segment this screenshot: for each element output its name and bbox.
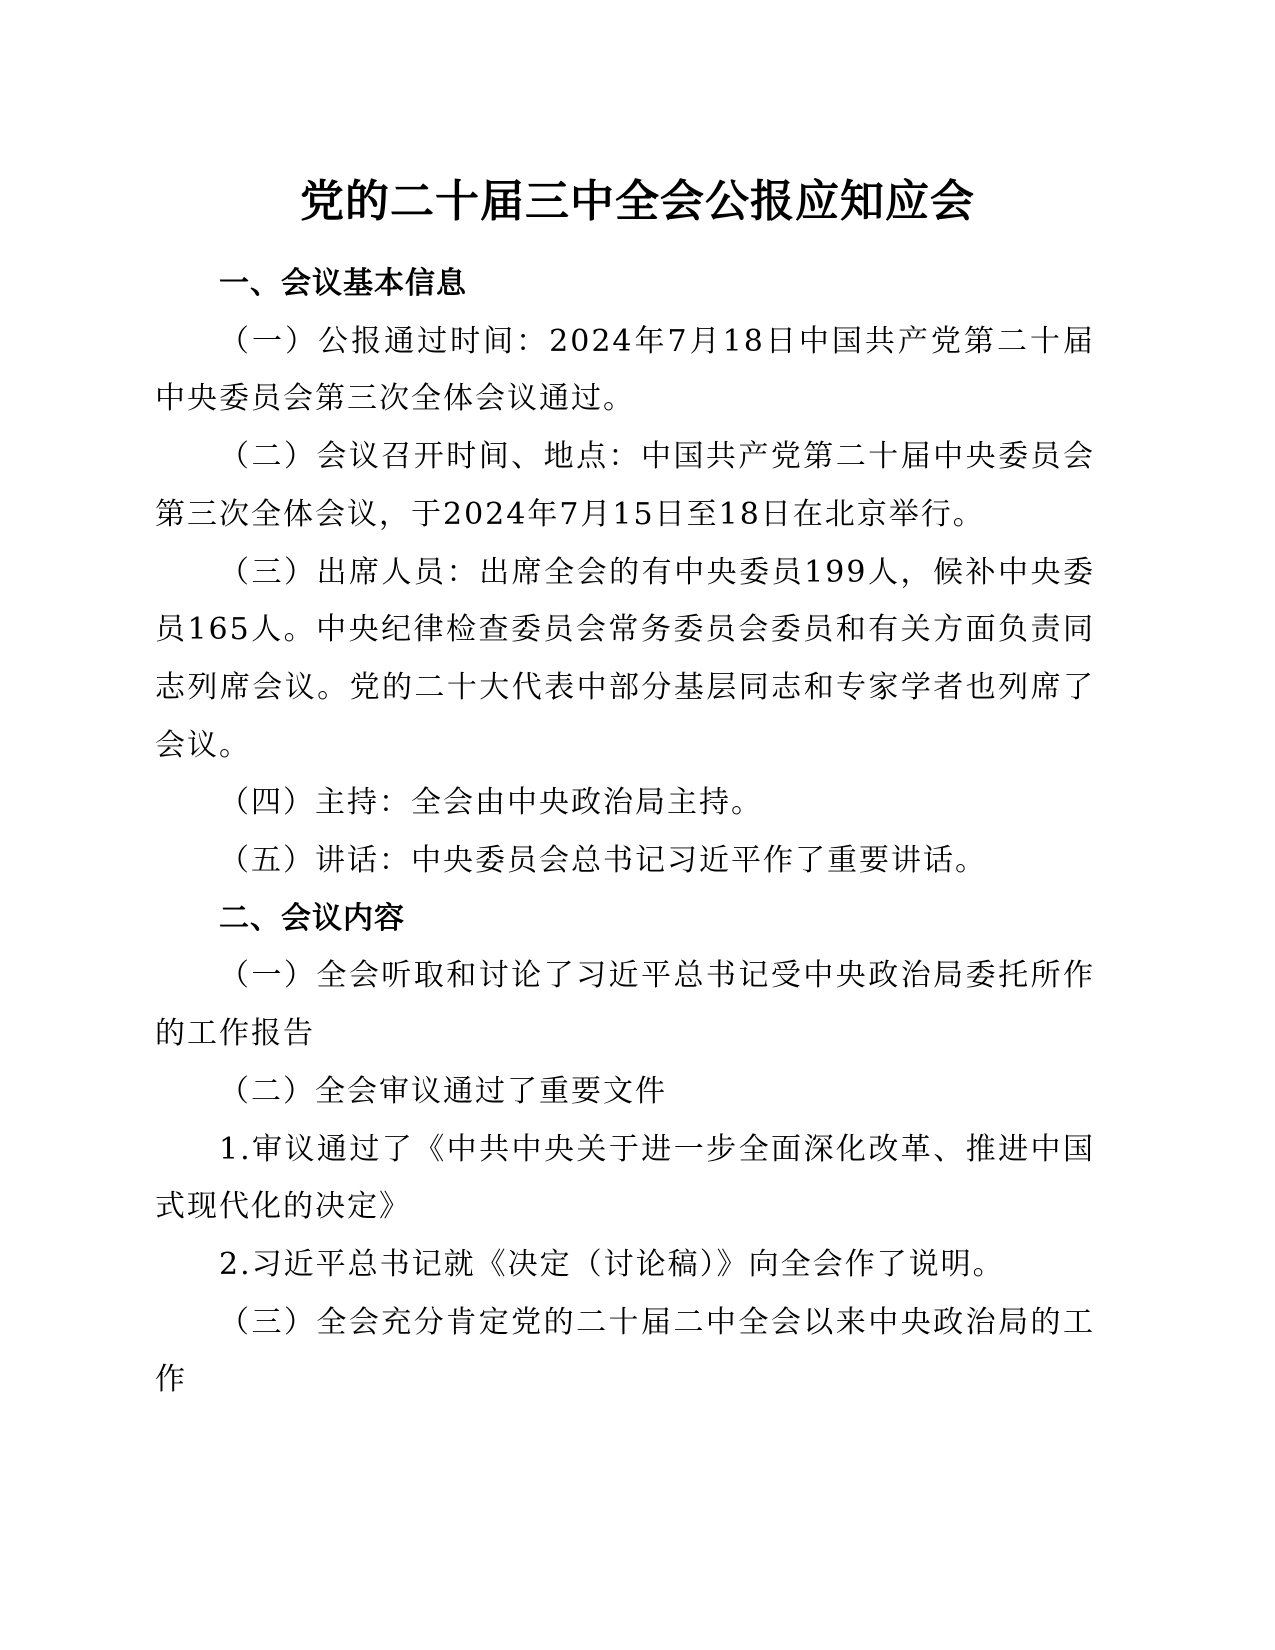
paragraph-attendees: （三）出席人员：出席全会的有中央委员199人，候补中央委员165人。中央纪律检查委员会常务委员会委员和有关方面负责同志列席会议。党的二十大代表中部分基层同志和专家学者也列席了会议。 — [155, 554, 1095, 763]
document-body — [155, 255, 1095, 1409]
paragraph-affirmation: （三）全会充分肯定党的二十届二中全会以来中央政治局的工作 — [155, 1304, 1095, 1398]
paragraph-pass-time: （一）公报通过时间：2024年7月18日中国共产党第二十届中央委员会第三次全体会议通过。 — [155, 323, 1095, 417]
section-heading-content: 二、会议内容 — [219, 900, 405, 936]
document-title: 党的二十届三中全会公报应知应会 — [300, 176, 975, 227]
paragraph-host: （四）主持：全会由中央政治局主持。 — [219, 785, 763, 821]
paragraph-speech: （五）讲话：中央委员会总书记习近平作了重要讲话。 — [219, 843, 987, 879]
paragraph-decision: 1.审议通过了《中共中央关于进一步全面深化改革、推进中国式现代化的决定》 — [155, 1131, 1095, 1225]
paragraph-time-location: （二）会议召开时间、地点：中国共产党第二十届中央委员会第三次全体会议，于2024年7月15日至18日在北京举行。 — [155, 439, 1095, 532]
paragraph-work-report: （一）全会听取和讨论了习近平总书记受中央政治局委托所作的工作报告 — [155, 958, 1095, 1052]
paragraph-explanation: 2.习近平总书记就《决定（讨论稿）》向全会作了说明。 — [219, 1246, 1005, 1282]
section-heading-basic-info: 一、会议基本信息 — [219, 266, 467, 301]
paragraph-documents: （二）全会审议通过了重要文件 — [219, 1073, 667, 1109]
